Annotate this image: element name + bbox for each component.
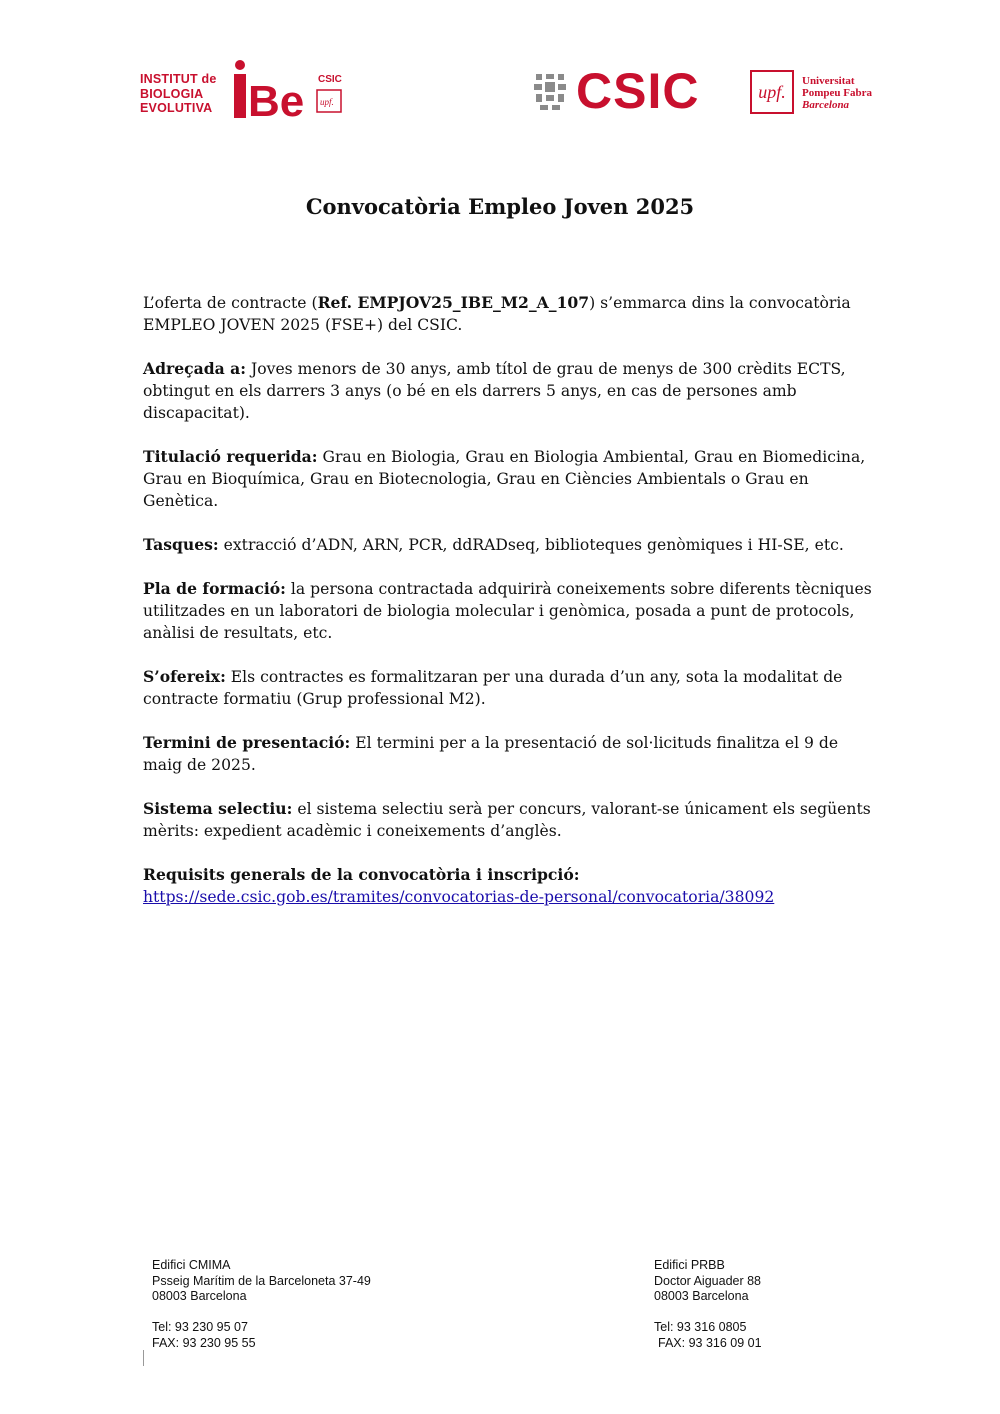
ibe-upf-text: upf.: [320, 97, 334, 107]
section-selection: [143, 798, 873, 842]
upf-logo-line: Pompeu Fabra: [802, 87, 872, 99]
footer-tel: Tel: 93 316 0805: [654, 1320, 747, 1334]
upf-logo-line: Universitat: [802, 75, 855, 87]
csic-wordmark: CSIC: [576, 63, 700, 119]
section-target: [143, 358, 873, 424]
section-text: el sistema selectiu serà per concurs, valorant-se únicament els següents mèrits: expedient acadèmic i coneixements d’anglès.: [143, 800, 871, 840]
section-text: Els contractes es formalitzaran per una durada d’un any, sota la modalitat de contracte formatiu (Grup professional M2).: [143, 668, 843, 708]
ibe-logo-line: BIOLOGIA: [140, 86, 204, 101]
section-offer: [143, 666, 873, 710]
section-degree: [143, 446, 873, 512]
footer-street: Doctor Aiguader 88: [654, 1273, 762, 1288]
section-text: El termini per a la presentació de sol·licituds finalitza el 9 de maig de 2025.: [143, 734, 839, 774]
section-requirements: [143, 864, 873, 908]
ibe-logo: [140, 58, 360, 122]
footer-building: Edifici CMIMA: [152, 1258, 231, 1272]
section-label: Sistema selectiu:: [143, 799, 293, 818]
ibe-logo-text: [140, 72, 217, 116]
ibe-logo-line: EVOLUTIVA: [140, 101, 213, 115]
footer-city: 08003 Barcelona: [152, 1289, 247, 1303]
intro-before: L’oferta de contracte (: [143, 294, 318, 312]
requirements-label: Requisits generals de la convocatòria i inscripció:: [143, 865, 580, 884]
upf-box: upf.: [750, 70, 794, 114]
upf-logo-line: Barcelona: [802, 99, 850, 111]
footer-fax: FAX: 93 316 09 01: [658, 1335, 762, 1350]
section-text: Grau en Biologia, Grau en Biologia Ambiental, Grau en Biomedicina, Grau en Bioquímica, Grau en Biotecnologia, Grau en Ciències Ambientals o Grau en Genètica.: [143, 448, 866, 510]
document-body: [143, 292, 873, 908]
margin-mark: [143, 1350, 144, 1366]
ibe-mark-text: Be: [248, 77, 305, 122]
section-label: Titulació requerida:: [143, 447, 318, 466]
section-label: S’ofereix:: [143, 667, 226, 686]
footer-street: Psseig Marítim de la Barceloneta 37-49: [152, 1273, 371, 1288]
section-text: la persona contractada adquirirà coneixements sobre diferents tècniques utilitzades en un laboratori de biologia molecular i genòmica, posada a punt de protocols, anàlisi de resultats, etc.: [143, 580, 872, 642]
section-label: Termini de presentació:: [143, 733, 351, 752]
footer-city: 08003 Barcelona: [654, 1289, 749, 1303]
upf-logo-text: [802, 75, 872, 111]
csic-emblem-icon: [532, 72, 568, 112]
footer-building: Edifici PRBB: [654, 1258, 725, 1272]
section-label: Pla de formació:: [143, 579, 286, 598]
section-label: Tasques:: [143, 535, 219, 554]
requirements-link[interactable]: https://sede.csic.gob.es/tramites/convocatorias-de-personal/convocatoria/38092: [143, 888, 775, 906]
footer-address-cmima: [152, 1258, 371, 1351]
section-tasks: [143, 534, 873, 556]
ibe-csic-text: CSIC: [318, 74, 342, 85]
csic-logo: [532, 63, 742, 120]
upf-logo: [750, 70, 895, 118]
page-title: Convocatòria Empleo Joven 2025: [305, 194, 695, 219]
footer-fax: FAX: 93 230 95 55: [152, 1335, 256, 1350]
ibe-mark-logo: [228, 58, 346, 122]
section-text: extracció d’ADN, ARN, PCR, ddRADseq, biblioteques genòmiques i HI-SE, etc.: [218, 536, 844, 554]
footer-address-prbb: [654, 1258, 762, 1351]
footer-tel: Tel: 93 230 95 07: [152, 1320, 248, 1334]
ibe-logo-line: INSTITUT de: [140, 72, 217, 86]
intro-after: ) s’emmarca dins la convocatòria EMPLEO JOVEN 2025 (FSE+) del CSIC.: [143, 294, 851, 334]
section-text: Joves menors de 30 anys, amb títol de grau de menys de 300 crèdits ECTS, obtingut en els darrers 3 anys (o bé en els darrers 5 anys, en cas de persones amb discapacitat).: [143, 360, 846, 422]
section-training: [143, 578, 873, 644]
reference-code: Ref. EMPJOV25_IBE_M2_A_107: [317, 293, 590, 312]
section-label: Adreçada a:: [143, 359, 247, 378]
intro-paragraph: [143, 292, 873, 336]
section-deadline: [143, 732, 873, 776]
